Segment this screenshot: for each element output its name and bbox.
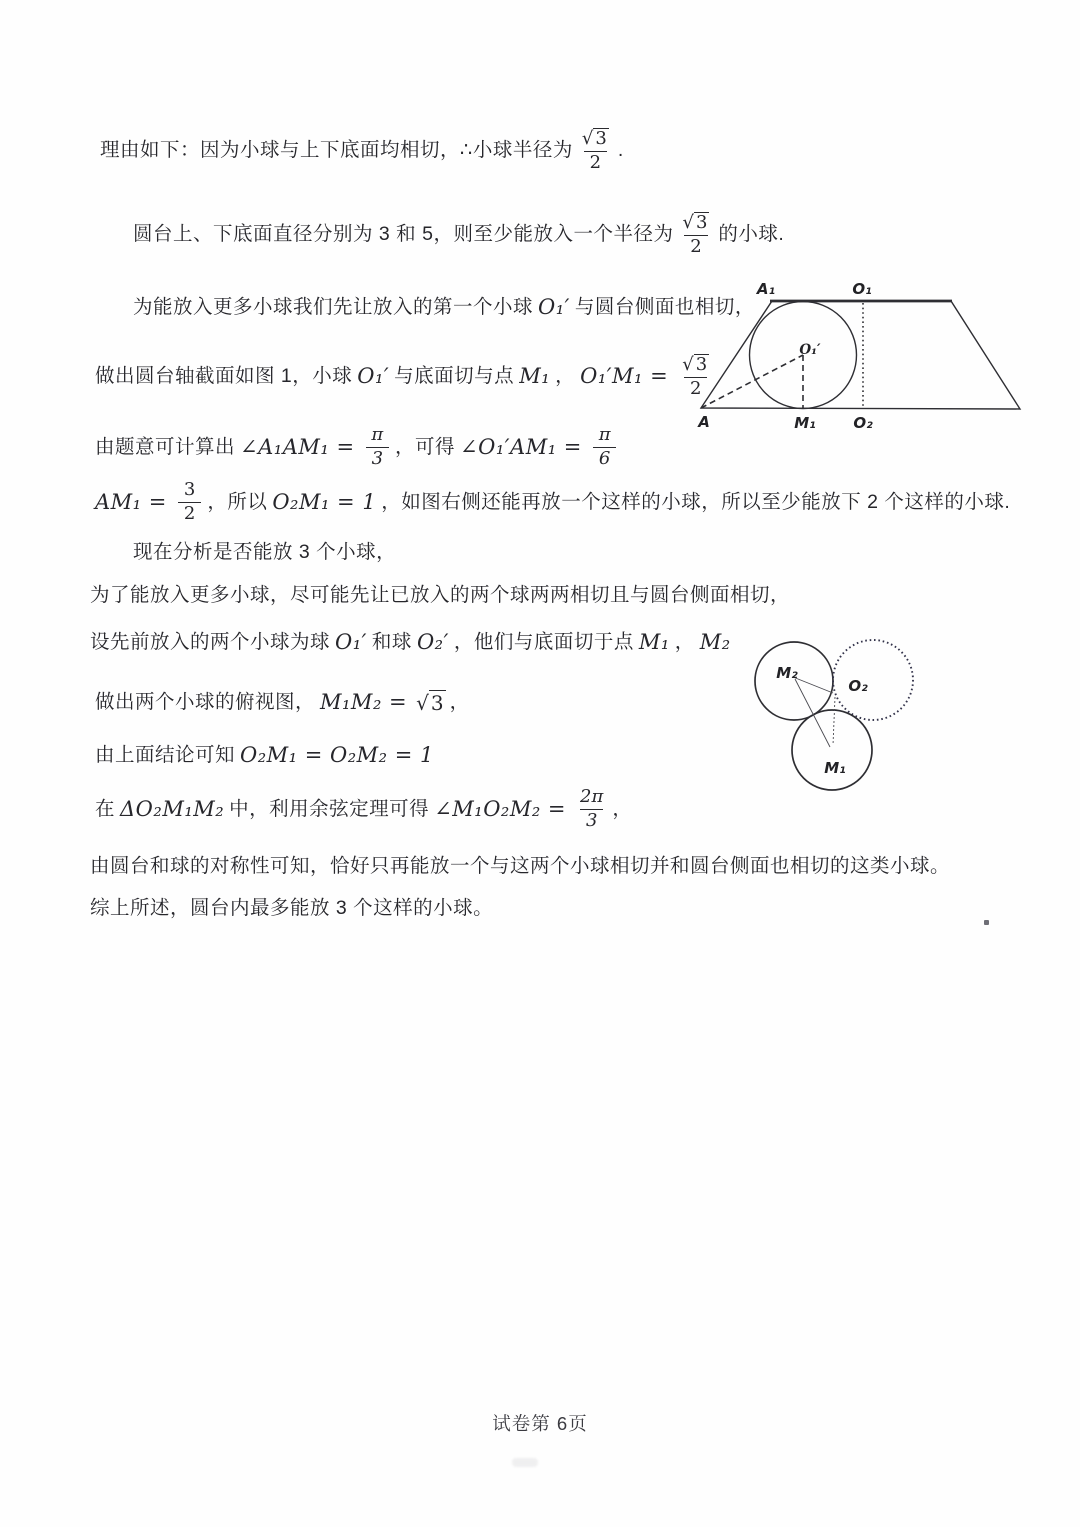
fraction-denominator: 2 [684,377,707,400]
scan-artifact-dot [984,920,989,925]
dotted-ball-circle-O2 [833,640,913,720]
text-run: 综上所述，圆台内最多能放 3 个这样的小球。 [90,897,494,920]
solution-line-7 [133,537,396,569]
radical-sign: √ [581,127,594,149]
text-run: 为能放入更多小球我们先让放入的第一个小球 [133,296,534,319]
solution-line-1 [100,118,624,184]
label-A: A [698,413,710,431]
math-run: ∠M₁O₂M₂ = [434,797,567,822]
fraction-numerator [679,212,712,235]
text-run: 由题意可计算出 [95,436,236,459]
text-run: 中，利用余弦定理可得 [229,798,430,821]
figure-frustum-cross-section [690,276,1030,451]
fraction-denominator: 6 [593,447,616,470]
math-run: O₁′ [538,295,570,320]
fraction-sqrt3-over-2 [579,128,612,173]
label-M1: M₁ [794,414,816,432]
fraction-numerator [579,128,612,151]
label-M1: M₁ [824,759,846,777]
text-run: 做出两个小球的俯视图， [95,691,316,714]
text-run: ， [449,691,470,714]
fraction-denominator: 2 [584,151,607,174]
dashed-line-A-to-center [701,355,803,408]
label-M2: M₂ [776,664,798,682]
solution-line-12 [95,777,632,843]
text-run: 理由如下：因为小球与上下底面均相切，∴小球半径为 [100,139,573,162]
solution-line-8 [90,580,790,612]
sqrt-3 [416,690,445,716]
solution-line-11 [95,737,439,775]
math-run: M₁ [638,630,670,655]
math-run: O₂M₁ = O₂M₂ = 1 [240,743,434,768]
text-run: . [617,139,624,162]
text-run: 由圆台和球的对称性可知，恰好只再能放一个与这两个小球相切并和圆台侧面也相切的这类小球。 [90,855,951,878]
solution-line-9 [90,624,736,662]
segment-M2-to-M1 [795,679,830,747]
fraction-2pi-over-3 [577,787,606,831]
text-run: 和球 [371,631,412,654]
page-number: 试卷第 6页 [492,1413,588,1434]
text-run: 设先前放入的两个小球为球 [90,631,331,654]
fraction-pi-over-3 [366,425,389,469]
radicand: 3 [695,353,708,375]
label-O2: O₂ [848,677,868,695]
fraction-numerator: π [598,424,611,446]
math-run: O₁′M₁ = [580,364,669,389]
text-run: 的小球. [718,223,785,246]
solution-line-6 [95,470,1010,536]
text-run: 做出圆台轴截面如图 1，小球 [95,365,353,388]
text-run: 与圆台侧面也相切， [574,296,755,319]
math-run: O₂′ [416,630,449,655]
fraction-numerator: 2π [580,786,604,808]
math-run: O₁′ [357,364,390,389]
solution-line-4 [95,344,718,410]
scan-artifact-smudge [512,1458,538,1467]
label-O1: O₁ [852,280,872,298]
text-run: 在 [95,798,116,821]
fraction-3-over-2 [178,480,201,524]
math-run: ∠A₁AM₁ = [240,435,355,460]
radical-sign: √ [682,211,694,233]
fraction-numerator: π [371,424,384,446]
fraction-denominator: 2 [178,502,201,525]
text-run: ， [555,365,576,388]
ball-circle-M1 [792,710,872,790]
fraction-numerator: 3 [183,479,196,501]
radicand: 3 [695,211,708,233]
text-run: ，如图右侧还能再放一个这样的小球，所以至少能放下 2 个这样的小球. [381,491,1011,514]
solution-line-13 [90,851,950,883]
text-run: 圆台上、下底面直径分别为 3 和 5，则至少能放入一个半径为 [133,223,674,246]
radical-sign: √ [682,353,694,375]
math-run: M₁ [519,364,551,389]
text-run: 由上面结论可知 [95,744,236,767]
text-run: ，所以 [207,491,268,514]
math-run: O₁′ [335,630,367,655]
fraction-denominator: 3 [366,447,389,470]
text-run: ， [612,798,633,821]
math-run: O₂M₁ = 1 [272,490,377,515]
math-run: AM₁ = [95,490,167,515]
solution-line-3 [133,288,755,328]
segment-M2-to-tangent [793,677,833,693]
math-run: ∠O₁′AM₁ = [460,435,582,460]
radical-sign: √ [416,690,429,715]
text-run: 现在分析是否能放 3 个小球， [133,541,397,564]
label-O2: O₂ [853,414,873,432]
text-run: 与底面切与点 [394,365,515,388]
radicand: 3 [430,690,444,715]
radicand: 3 [595,127,607,149]
math-run: ΔO₂M₁M₂ [120,797,225,822]
text-run: ，可得 [395,436,456,459]
fraction-denominator: 2 [684,235,707,258]
math-run: M₁M₂ = [320,690,408,715]
text-run: 为了能放入更多小球，尽可能先让已放入的两个球两两相切且与圆台侧面相切， [90,584,791,607]
solution-line-10 [95,684,470,722]
label-A1: A₁ [756,280,776,298]
figure-top-view-balls [745,625,935,815]
solution-line-2 [133,202,784,268]
dotted-segment-vertical [833,697,835,745]
fraction-sqrt3-over-2 [679,212,712,257]
text-run: ，他们与底面切于点 [453,631,634,654]
solution-line-14 [90,893,493,925]
text-run: ， [674,631,695,654]
math-run: M₂ [699,630,731,655]
fraction-denominator: 3 [580,809,603,832]
fraction-pi-over-6 [593,425,616,469]
label-O1-prime-center: O₁′ [799,342,821,358]
